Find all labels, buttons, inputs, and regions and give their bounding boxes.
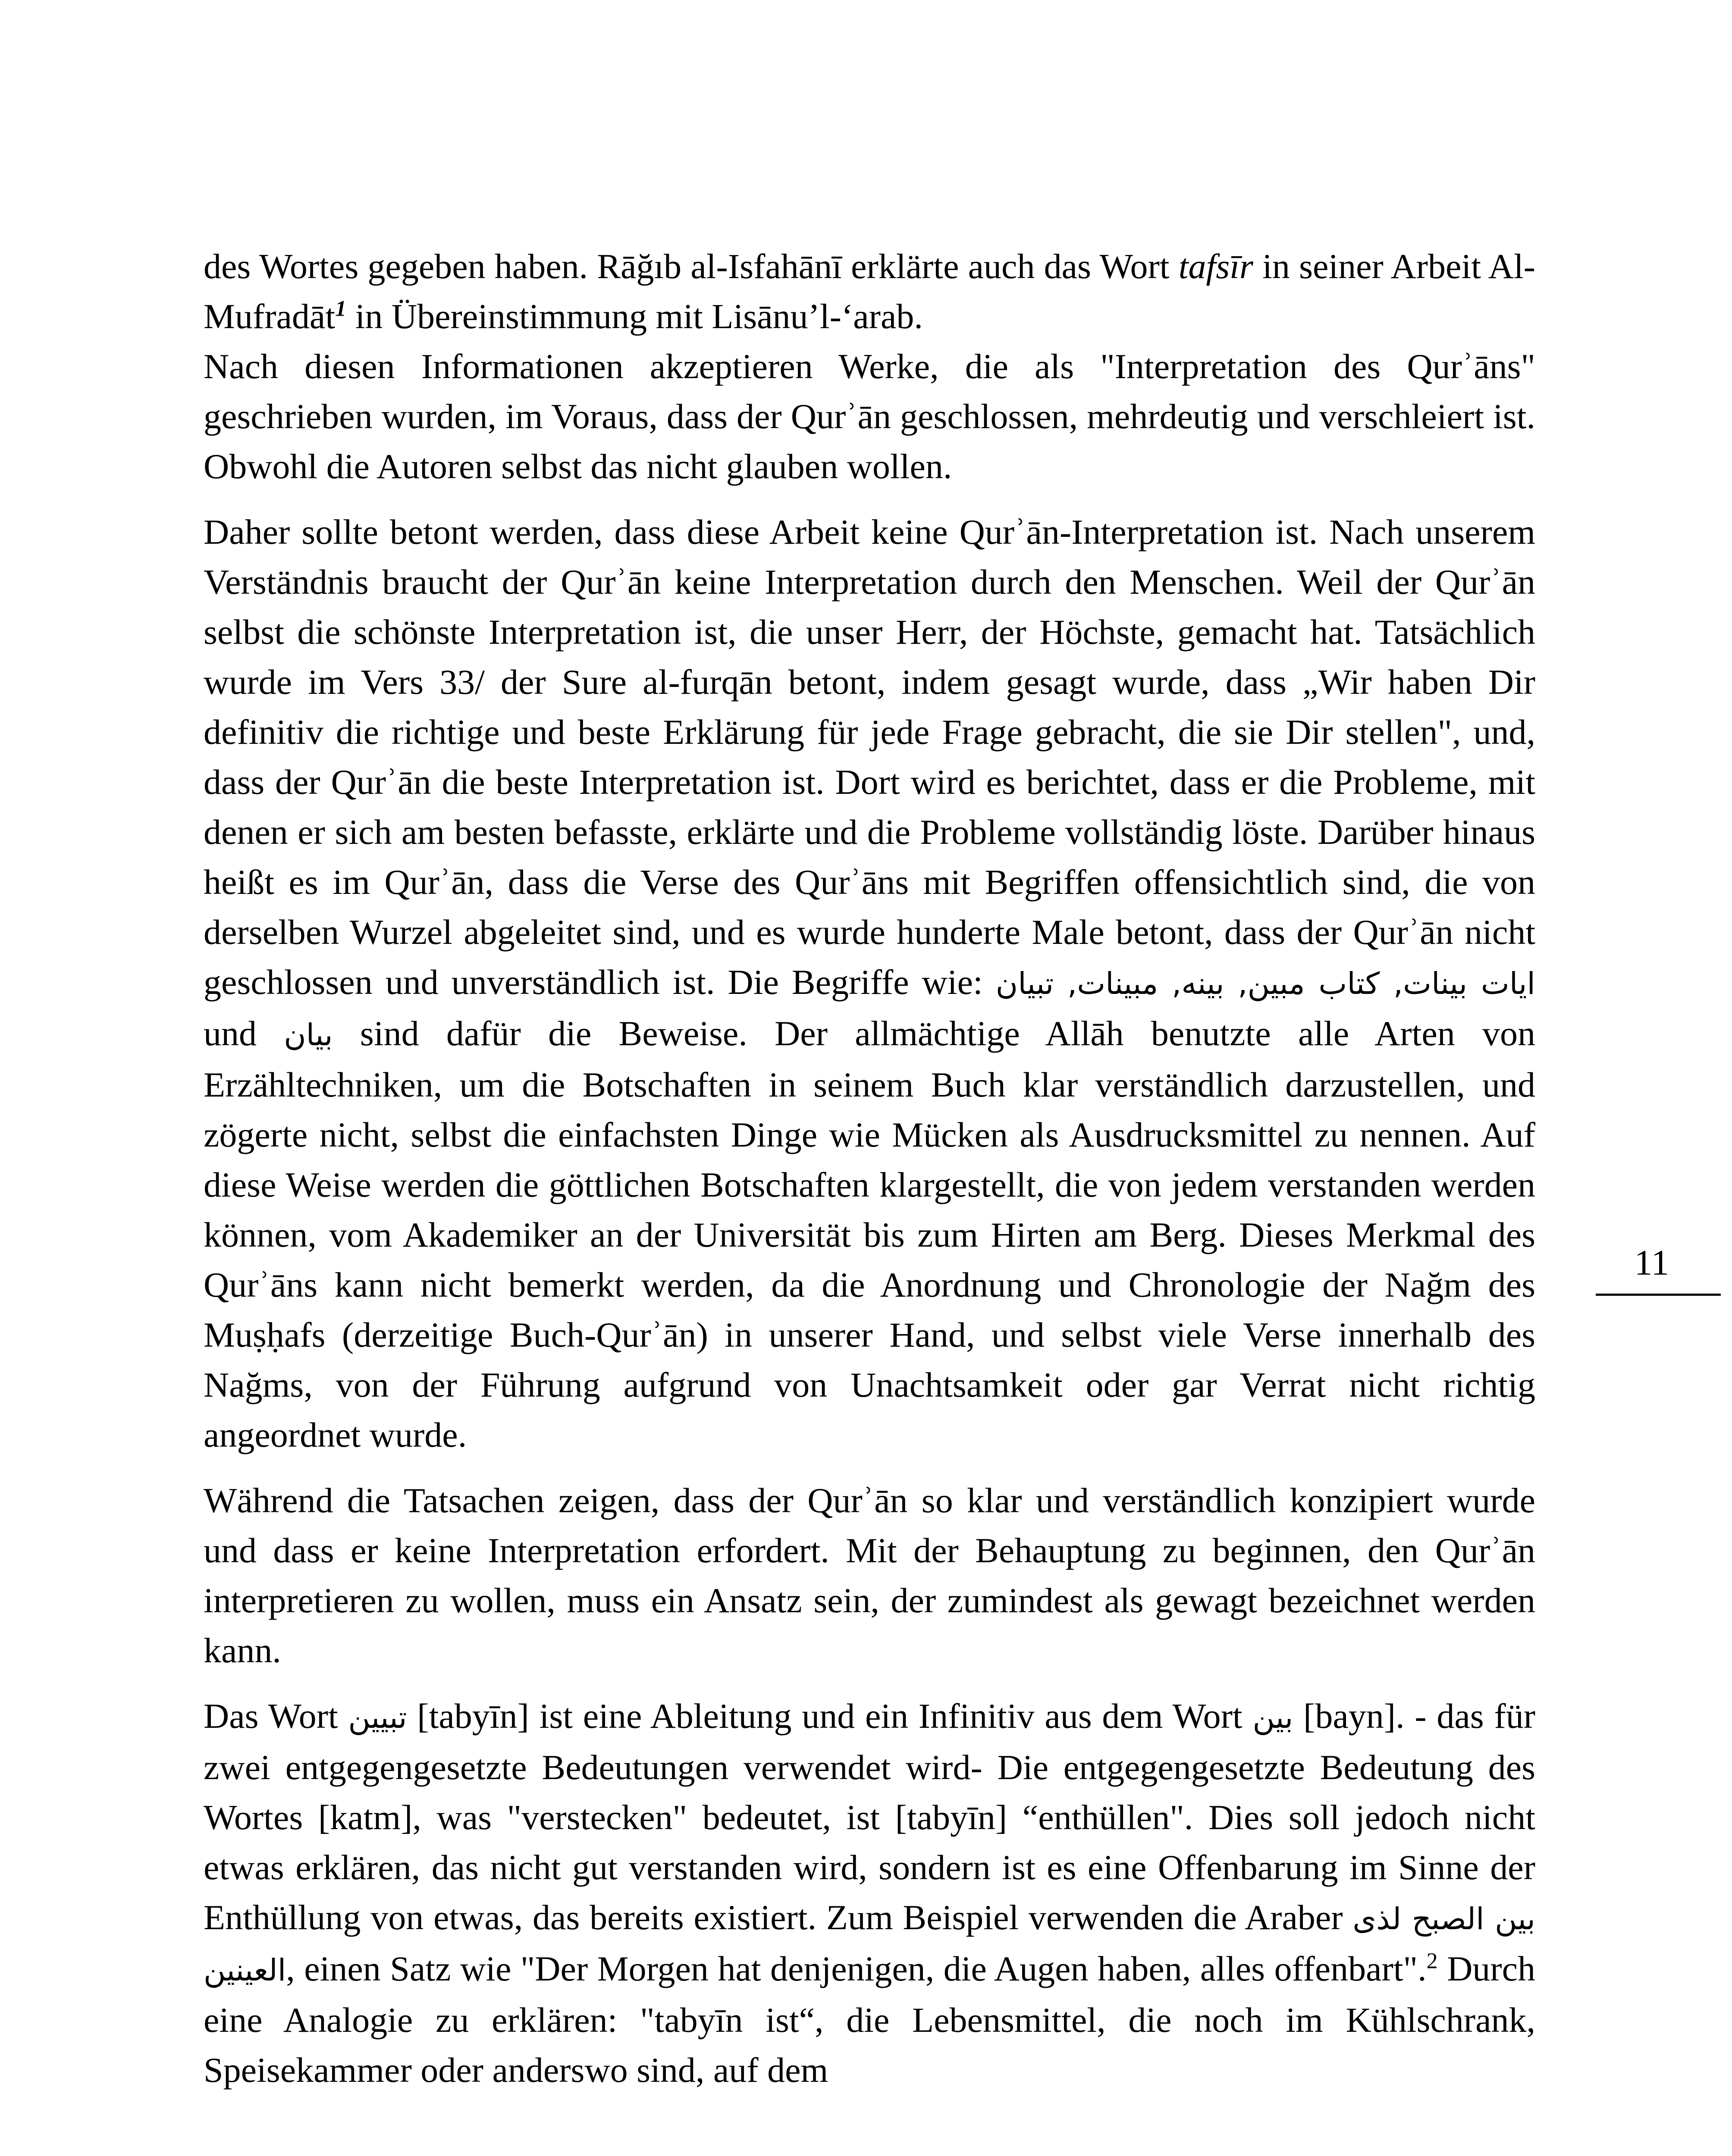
footnote-ref: 2 (1426, 1949, 1438, 1974)
paragraph-4: Während die Tatsachen zeigen, dass der Qurʾān so klar und verständlich konzipiert wurde und dass er keine Interpretation erfordert. Mit der Behauptung zu beginnen, den Qurʾān interpretieren zu wollen, muss ein Ansatz sein, der zumindest als gewagt bezeichnet werden kann. (204, 1481, 1535, 1670)
arabic-term: تبيين (348, 1700, 407, 1735)
italic-term: tafsīr (1178, 247, 1253, 286)
text-run: , einen Satz wie "Der Morgen hat denjenigen, die Augen haben, alles offenbart". (286, 1949, 1427, 1988)
text-run: sind dafür die Beweise. Der allmächtige Allāh benutzte alle Arten von Erzähltechniken, um die Botschaften in seinem Buch klar verständlich darzustellen, und zögerte nicht, selbst die einfachsten Dinge wie Mücken als Ausdrucksmittel zu nennen. Auf diese Weise werden die göttlichen Botschaften klargestellt, die von jedem verstanden werden können, vom Akademiker an der Universität bis zum Hirten am Berg. Dieses Merkmal des Qurʾāns kann nicht bemerkt werden, da die Anordnung und Chronologie der Nağm des Muṣḥafs (derzeitige Buch-Qurʾān) in unserer Hand, und selbst viele Verse innerhalb des Nağms, von der Führung aufgrund von Unachtsamkeit oder gar Verrat nicht richtig angeordnet wurde. (204, 1014, 1535, 1454)
body-text (204, 241, 1535, 2111)
text-run: Durch eine Analogie zu erklären: "tabyīn ist“, die Lebensmittel, die noch im Kühlschrank, Speisekammer oder anderswo sind, auf dem (204, 1949, 1535, 2090)
text-run: [tabyīn] ist eine Ableitung und ein Infinitiv aus dem Wort (407, 1696, 1253, 1736)
page-number-rule (1596, 1294, 1721, 1296)
text-run: des Wortes gegeben haben. Rāğıb al-Isfahānī erklärte auch das Wort (204, 247, 1179, 286)
text-run: in seiner Arbeit Al-Mufradāt (204, 247, 1535, 336)
footnote-ref: 1 (335, 296, 347, 321)
text-run: und (204, 1014, 284, 1053)
arabic-term: بين (1252, 1700, 1293, 1735)
paragraph-5 (204, 1691, 1535, 2095)
text-run: Das Wort (204, 1696, 348, 1736)
paragraph-2: Nach diesen Informationen akzeptieren Werke, die als "Interpretation des Qurʾāns" geschrieben wurden, im Voraus, dass der Qurʾān geschlossen, mehrdeutig und verschleiert ist. Obwohl die Autoren selbst das nicht glauben wollen. (204, 347, 1535, 486)
text-run: [bayn]. - das für zwei entgegengesetzte Bedeutungen verwendet wird- Die entgegengesetzte Bedeutung des Wortes [katm], was "verstecken" bedeutet, ist [tabyīn] “enthüllen". Dies soll jedoch nicht etwas erklären, das nicht gut verstanden wird, sondern ist es eine Offenbarung im Sinne der Enthüllung von etwas, das bereits existiert. Zum Beispiel verwenden die Araber (204, 1696, 1535, 1937)
paragraph-1 (204, 241, 1535, 342)
text-run: in Übereinstimmung mit Lisānu’l-‘arab. (346, 297, 923, 336)
arabic-terms: ايات بينات, كتاب مبين, بينه, مبينات, تبيان (995, 966, 1535, 1001)
arabic-term: بيان (284, 1017, 333, 1053)
page-number: 11 (1634, 1243, 1669, 1283)
paragraph-3 (204, 507, 1535, 1460)
arabic-phrase: بين الصبح لذى العينين (204, 1901, 1535, 1988)
text-run: Daher sollte betont werden, dass diese Arbeit keine Qurʾān-Interpretation ist. Nach unserem Verständnis braucht der Qurʾān keine Interpretation durch den Menschen. Weil der Qurʾān selbst die schönste Interpretation ist, die unser Herr, der Höchste, gemacht hat. Tatsächlich wurde im Vers 33/ der Sure al-furqān betont, indem gesagt wurde, dass „Wir haben Dir definitiv die richtige und beste Erklärung für jede Frage gebracht, die sie Dir stellen", und, dass der Qurʾān die beste Interpretation ist. Dort wird es berichtet, dass er die Probleme, mit denen er sich am besten befasste, erklärte und die Probleme vollständig löste. Darüber hinaus heißt es im Qurʾān, dass die Verse des Qurʾāns mit Begriffen offensichtlich sind, die von derselben Wurzel abgeleitet sind, und es wurde hunderte Male betont, dass der Qurʾān nicht geschlossen und unverständlich ist. Die Begriffe wie: (204, 512, 1535, 1002)
